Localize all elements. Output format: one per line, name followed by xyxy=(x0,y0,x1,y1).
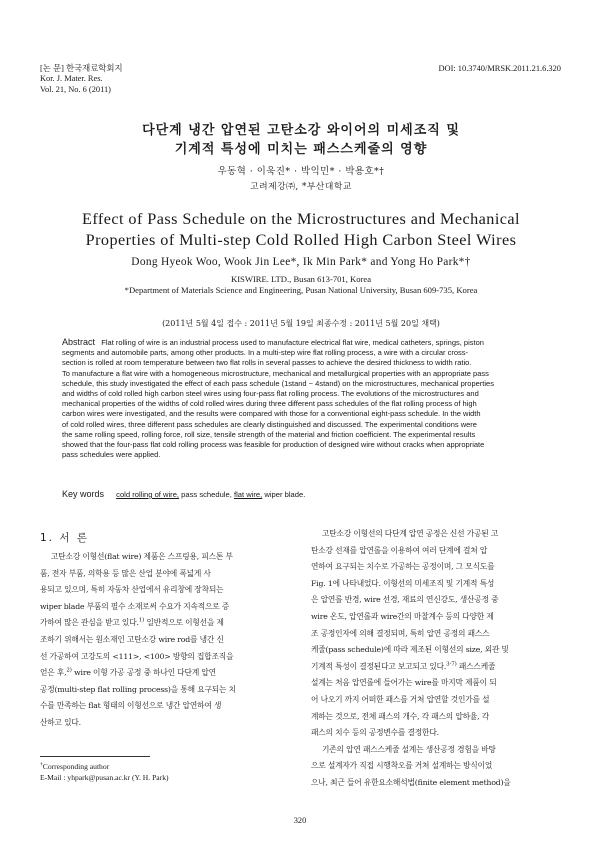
korean-title-line1: 다단계 냉간 압연된 고탄소강 와이어의 미세조직 및 xyxy=(142,123,460,138)
section-heading-introduction: 1. 서 론 xyxy=(40,532,89,544)
keyword: pass schedule, xyxy=(181,490,232,499)
abstract-line: Abstract Flat rolling of wire is an industrial process used to manufacture electrical flat wire, medical catheters, springs, piston xyxy=(62,337,484,347)
abstract-line: of cold rolled wires, three different pass schedules are clearly distinguished and discussed. The experimental conditions were xyxy=(62,419,477,429)
english-authors: Dong Hyeok Woo, Wook Jin Lee*, Ik Min Park* and Yong Ho Park*† xyxy=(131,256,471,268)
corresponding-author: †Corresponding author xyxy=(40,761,110,771)
korean-title xyxy=(40,121,562,159)
english-title-line1: Effect of Pass Schedule on the Microstructures and Mechanical xyxy=(81,210,520,228)
citation: 1) xyxy=(138,617,145,624)
intro-paragraph: 고탄소강 이형선(flat wire) 제품은 스프링용, 피스톤 부 품, 전자 부품, 의학용 등 많은 산업 분야에 폭넓게 사 용되고 있으며, 특히 자동차 산업에서 유리창에 장착되는 wiper blade 부품의 필수 소재로써 수요가 지속적으로 증 가하여 많은 관심을 받고 있다.$^{1)}$ 일반적으로 이형선을 제 조하기 위해서는 원소재인 고탄소강 wire rod를 냉간 신 선 가공하여 고강도의 <111>, <100> 방향의 집합조직을 얻은 후,$^{2)}$ wire 이형 가공 공정 중 하나인 다단계 압연 공정(multi-step flat rolling process)을 통해 요구되는 치 수를 만족하는 flat 형태의 이형선으로 냉간 압연하여 생 산하고 있다. xyxy=(40,552,236,727)
korean-affiliation: 고려제강㈜, *부산대학교 xyxy=(250,182,352,192)
abstract xyxy=(62,337,541,460)
journal-abbrev: Kor. J. Mater. Res. xyxy=(40,74,103,84)
footnote-rule xyxy=(40,756,150,757)
keywords xyxy=(62,489,541,499)
page-number: 320 xyxy=(293,816,307,825)
journal-name-kr: [논 문] 한국재료학회지 xyxy=(40,64,123,73)
english-title-line2: Properties of Multi-step Cold Rolled High Carbon Steel Wires xyxy=(85,231,517,249)
journal-volume: Vol. 21, No. 6 (2011) xyxy=(40,84,111,94)
citation: 3-7) xyxy=(446,661,457,668)
keyword: wiper blade. xyxy=(264,490,306,499)
received-dates: (2011년 5월 4일 접수 : 2011년 5월 19일 최종수정 : 2011년 5월 20일 채택) xyxy=(162,319,440,328)
abstract-line: the same rolling speed, rolling force, roll size, tensile strength of the material and friction coefficient. The experimental results xyxy=(62,429,476,439)
abstract-line: section is rolled at room temperature between two flat rolls in several passes to achieve the desired thickness to width ratio. xyxy=(62,358,472,368)
citation: 2) xyxy=(66,667,72,674)
abstract-label: Abstract xyxy=(62,337,96,347)
korean-title-line2: 기계적 특성에 미치는 패스스케줄의 영향 xyxy=(174,142,428,157)
korean-authors: 우동혁 · 이욱진* · 박익민* · 박용호*† xyxy=(217,166,385,177)
abstract-line: carbon wires were investigated, and the results were compared with those for a conventional eight-pass schedule. In the width xyxy=(62,409,481,419)
english-affiliation xyxy=(40,274,562,296)
abstract-line: showed that the four-pass flat cold rolling process was feasible for production of designed wire without cracks when appropriate xyxy=(62,440,485,450)
abstract-line: segments and automobile parts, among other products. In a multi-step wire flat rolling process, a wire with a circular cross- xyxy=(62,348,469,358)
keyword: flat wire, xyxy=(233,490,263,499)
affiliation-pusan: *Department of Materials Science and Engineering, Pusan National University, Busan 609-735, Korea xyxy=(124,285,478,295)
affiliation-kiswire: KISWIRE. LTD., Busan 613-701, Korea xyxy=(230,274,372,284)
right-column: 고탄소강 이형선의 다단계 압연 공정은 신선 가공된 고 탄소강 선재를 압연롤을 이용하여 여러 단계에 걸쳐 압 연하여 요구되는 치수로 가공하는 공정이며, 그 모식도를 Fig. 1에 나타내었다. 이형선의 미세조직 및 기계적 특성 은 압연롤 반경, wire 선경, 재료의 연신강도, 생산공정 중 wire 온도, 압연롤과 wire간의 마찰계수 등의 다양한 제 조 공정인자에 의해 결정되며, 특히 압연 공정의 패스스 케줄(pass schedule)에 따라 제조된 이형선의 size, 외관 및 기계적 특성이 결정된다고 보고되고 있다.$^{3-7)}$ 패스스케줄 설계는 처음 압연롤에 들어가는 wire를 마지막 제품이 되 어 나오기 까지 어떠한 패스를 거쳐 압연할 것인가를 설 계하는 것으로, 전체 패스의 개수, 각 패스의 압하율, 각 패스의 치수 등의 공정변수를 결정한다. 기존의 압연 패스스케줄 설계는 생산공정 경험을 바탕 으로 설계자가 직접 시행착오를 거쳐 설계하는 방식이었 으나, 최근 들어 유한요소해석법(finite element method)을 xyxy=(311,529,511,787)
abstract-line: schedule, this study investigated the effect of each pass schedule (1stand ~ 4stand) on the microstructures, mechanical properties xyxy=(62,378,494,388)
english-title xyxy=(40,209,562,251)
doi: DOI: 10.3740/MRSK.2011.21.6.320 xyxy=(438,64,561,73)
keywords-label: Key words xyxy=(62,489,105,499)
abstract-line: mechanical properties of the widths of cold rolled wires during three different pass schedules of the flat rolling process of high xyxy=(62,399,477,409)
abstract-line: To manufacture a flat wire with a homogeneous microstructure, mechanical and metallurgical properties with an appropriate pass xyxy=(62,368,489,378)
author-email: E-Mail : yhpark@pusan.ac.kr (Y. H. Park) xyxy=(40,772,169,782)
keyword: cold rolling of wire, xyxy=(116,490,180,499)
abstract-line: pass schedules were applied. xyxy=(62,450,161,460)
abstract-line: and widths of cold rolled high carbon steel wires using four-pass flat rolling process. The evolutions of the microstructures and xyxy=(62,389,479,399)
footnote xyxy=(40,762,169,783)
journal-header xyxy=(40,64,123,95)
